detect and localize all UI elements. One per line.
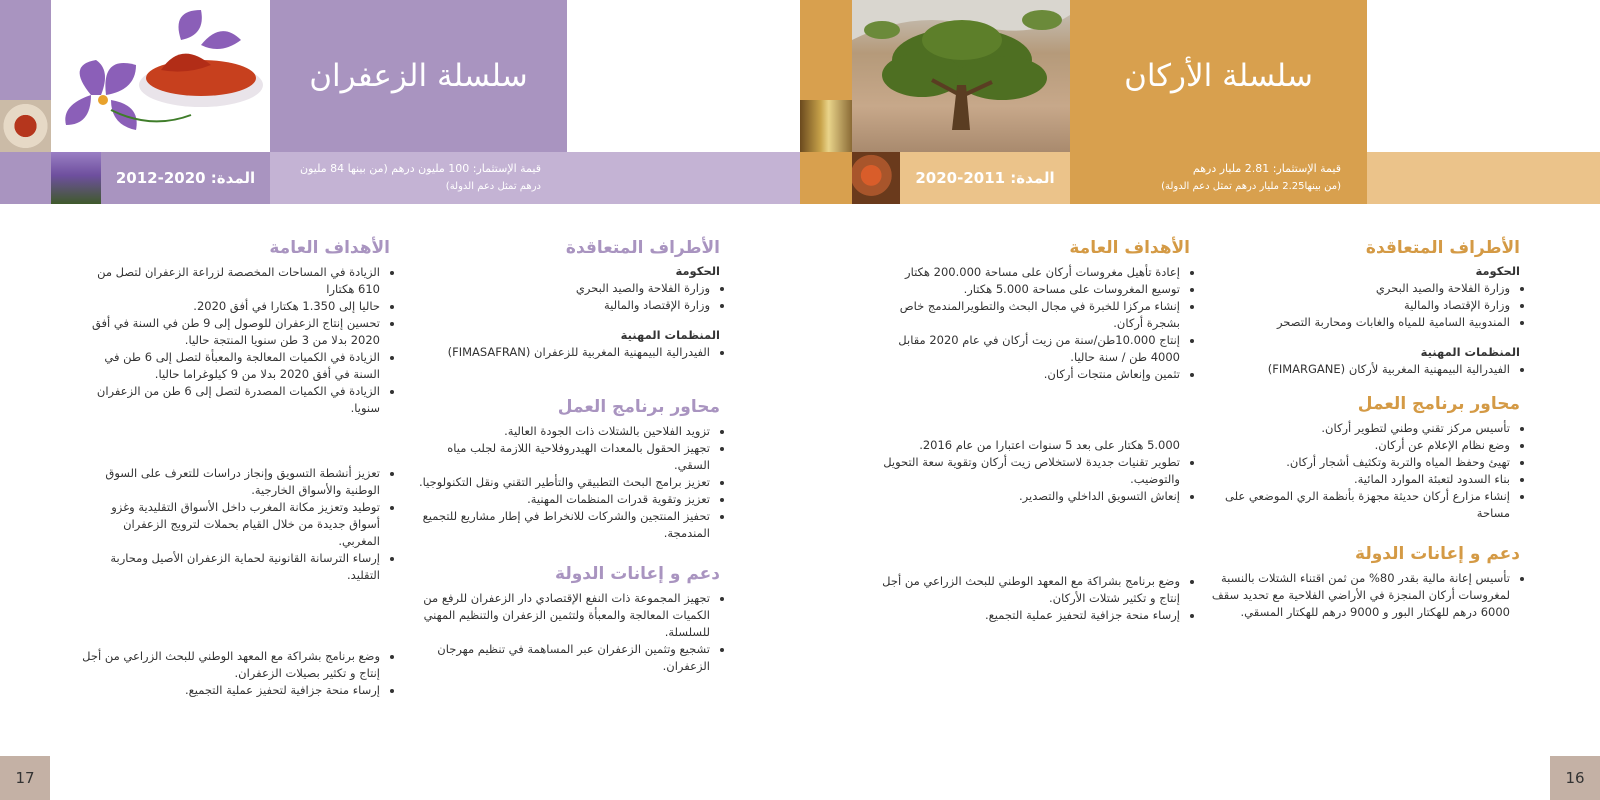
argan-investment-line1: قيمة الإستثمار: 2.81 مليار درهم — [1192, 162, 1341, 175]
list-item: • وزارة الإقتصاد والمالية — [1208, 297, 1510, 314]
argan-title: سلسلة الأركان — [1124, 58, 1313, 94]
list-item: • وضع نظام الإعلام عن أركان. — [1208, 437, 1510, 454]
saffron-support-heading: دعم و إعانات الدولة — [555, 564, 720, 584]
saffron-support-list — [408, 590, 720, 675]
saffron-period: المدة: 2020-2012 — [115, 169, 256, 187]
saffron-program-heading: محاور برنامج العمل — [557, 397, 720, 417]
argan-org-label: المنظمات المهنية — [1420, 345, 1520, 359]
list-item: • تحسين إنتاج الزعفران للوصول إلى 9 طن في السنة في أفق 2020 بدلا من 3 طن سنويا المنتجة حاليا. — [78, 315, 380, 349]
list-item: • تعزيز أنشطة التسويق وإنجاز دراسات للتعرف على السوق الوطنية والأسواق الخارجية. — [78, 465, 380, 499]
saffron-period-box — [101, 152, 270, 204]
saffron-field-thumbnail — [51, 152, 101, 204]
saffron-header — [0, 0, 800, 204]
saffron-gov-list — [408, 280, 720, 314]
page-number-left: 17 — [0, 756, 50, 800]
list-item: • الزيادة في الكميات المصدرة لتصل إلى 6 طن من الزعفران سنويا. — [78, 383, 380, 417]
argan-program-list-continued — [868, 454, 1190, 505]
argan-goals-list — [868, 264, 1190, 383]
list-item: • تعزيز برامج البحث التطبيقي والتأطير التقني ونقل التكنولوجيا. — [408, 474, 710, 491]
argan-period-box — [900, 152, 1070, 204]
argan-investment — [1071, 160, 1341, 196]
argan-investment-box — [1070, 152, 1367, 204]
list-item: • تحفيز المنتجين والشركات للانخراط في إطار مشاريع للتجميع المندمجة. — [408, 508, 710, 542]
list-item: • إعادة تأهيل مغروسات أركان على مساحة 200.000 هكتار — [868, 264, 1180, 281]
list-item: • تجهيز الحقول بالمعدات الهيدروفلاحية اللازمة لجلب مياه السقي. — [408, 440, 710, 474]
argan-info-left-edge — [800, 152, 852, 204]
list-item: • توسيع المغروسات على مساحة 5.000 هكتار. — [868, 281, 1180, 298]
list-item: • تجهيز المجموعة ذات النفع الإقتصادي دار الزعفران للرفع من الكميات المعالجة والمعبأة ولتثمين الزعفران والتنظيم المهني للسلسلة. — [408, 590, 710, 641]
saffron-program-list — [408, 423, 720, 542]
list-item: • إرساء منحة جزافية لتحفيز عملية التجميع. — [78, 682, 380, 699]
list-item: • وزارة الفلاحة والصيد البحري — [408, 280, 710, 297]
argan-title-box — [1070, 0, 1367, 152]
saffron-program-list-continued — [78, 465, 390, 584]
list-item: • وضع برنامج بشراكة مع المعهد الوطني للبحث الزراعي من أجل إنتاج و تكثير شتلات الأركان. — [868, 573, 1180, 607]
argan-program-list — [1208, 420, 1520, 522]
argan-oil-thumbnail — [800, 100, 852, 152]
argan-parties-heading: الأطراف المتعاقدة — [1365, 238, 1520, 258]
saffron-parties-heading: الأطراف المتعاقدة — [565, 238, 720, 258]
argan-investment-line2: (من بينها2.25 مليار درهم تمثل دعم الدولة) — [1161, 181, 1341, 192]
list-item: • توطيد وتعزيز مكانة المغرب داخل الأسواق التقليدية وغزو أسواق جديدة من خلال القيام بحملات لترويج الزعفران المغربي. — [78, 499, 380, 550]
saffron-goals-heading: الأهداف العامة — [269, 238, 390, 258]
argan-info-right-fill — [1367, 152, 1600, 204]
list-item: • تأسيس إعانة مالية بقدر 80% من ثمن اقتناء الشتلات بالنسبة لمغروسات أركان المنجزة في الأراضي الفلاحية مع تحديد سقف 6000 درهم للهكتار البور و 9000 درهم للهكتار المسقي. — [1208, 570, 1510, 621]
list-item: • الفيدرالية البيمهنية المغربية لأركان (FIMARGANE) — [1208, 361, 1510, 378]
argan-nuts-thumbnail — [852, 152, 900, 204]
argan-gov-label: الحكومة — [1475, 264, 1520, 278]
list-item: • إنشاء مركزا للخبرة في مجال البحث والتطويرالمندمج خاص بشجرة أركان. — [868, 298, 1180, 332]
list-item: • وزارة الفلاحة والصيد البحري — [1208, 280, 1510, 297]
saffron-investment — [271, 160, 541, 196]
saffron-investment-line1: قيمة الإستثمار: 100 مليون درهم (من بينها 84 مليون — [300, 162, 541, 175]
list-item: • الزيادة في الكميات المعالجة والمعبأة لتصل إلى 6 طن في السنة في أفق 2020 بدلا من 9 كيلوغراما حاليا. — [78, 349, 380, 383]
list-item: • بناء السدود لتعبئة الموارد المائية. — [1208, 471, 1510, 488]
list-item: • تزويد الفلاحين بالشتلات ذات الجودة العالية. — [408, 423, 710, 440]
saffron-title-box — [270, 0, 567, 152]
saffron-column-primary — [408, 238, 720, 675]
argan-support-list — [1208, 570, 1520, 621]
list-item: • وضع برنامج بشراكة مع المعهد الوطني للبحث الزراعي من أجل إنتاج و تكثير بصيلات الزعفران. — [78, 648, 380, 682]
saffron-investment-line2: درهم تمثل دعم الدولة) — [445, 181, 541, 192]
list-item: • تثمين وإنعاش منتجات أركان. — [868, 366, 1180, 383]
list-item: • الزيادة في المساحات المخصصة لزراعة الزعفران لتصل من 610 هكتارا — [78, 264, 380, 298]
saffron-flower-photo — [51, 0, 270, 152]
list-item: • إنعاش التسويق الداخلي والتصدير. — [868, 488, 1180, 505]
list-item: • إنشاء مزارع أركان حديثة مجهزة بأنظمة الري الموضعي على مساحة — [1208, 488, 1510, 522]
list-item: • تشجيع وتثمين الزعفران عبر المساهمة في تنظيم مهرجان الزعفران. — [408, 641, 710, 675]
saffron-support-list-continued — [78, 648, 390, 699]
saffron-info-right-fill — [567, 152, 800, 204]
argan-info-strip — [800, 152, 1600, 204]
list-item: • وزارة الإقتصاد والمالية — [408, 297, 710, 314]
argan-header — [800, 0, 1600, 204]
argan-column-secondary — [868, 238, 1190, 624]
saffron-spice-thumbnail — [0, 100, 51, 152]
saffron-org-label: المنظمات المهنية — [620, 328, 720, 342]
argan-program-heading: محاور برنامج العمل — [1357, 394, 1520, 414]
list-item: • إرساء منحة جزافية لتحفيز عملية التجميع. — [868, 607, 1180, 624]
argan-org-list — [1208, 361, 1520, 378]
argan-support-heading: دعم و إعانات الدولة — [1355, 544, 1520, 564]
list-item: • تهيئ وحفظ المياه والتربة وتكثيف أشجار أركان. — [1208, 454, 1510, 471]
list-item: • تطوير تقنيات جديدة لاستخلاص زيت أركان وتقوية سعة التحويل والتوضيب. — [868, 454, 1180, 488]
argan-period: المدة: 2011-2020 — [915, 169, 1055, 187]
argan-column-primary — [1208, 238, 1520, 621]
saffron-org-list — [408, 344, 720, 361]
page-number-right: 16 — [1550, 756, 1600, 800]
list-item: • المندوبية السامية للمياه والغابات ومحاربة التصحر — [1208, 314, 1510, 331]
saffron-column-secondary — [78, 238, 390, 699]
saffron-info-left-edge — [0, 152, 51, 204]
argan-tree-photo — [852, 0, 1070, 152]
list-item: • تأسيس مركز تقني وطني لتطوير أركان. — [1208, 420, 1510, 437]
list-item: • الفيدرالية البيمهنية المغربية للزعفران (FIMASAFRAN) — [408, 344, 710, 361]
argan-gov-list — [1208, 280, 1520, 331]
saffron-goals-list — [78, 264, 390, 417]
argan-program-continued-line: 5.000 هكتار على بعد 5 سنوات اعتبارا من عام 2016. — [919, 438, 1180, 452]
saffron-investment-box — [270, 152, 567, 204]
list-item: • إنتاج 10.000طن/سنة من زيت أركان في عام 2020 مقابل 4000 طن / سنة حاليا. — [868, 332, 1180, 366]
saffron-title: سلسلة الزعفران — [309, 58, 528, 94]
list-item: • تعزيز وتقوية قدرات المنظمات المهنية. — [408, 491, 710, 508]
saffron-gov-label: الحكومة — [675, 264, 720, 278]
argan-support-list-continued — [868, 573, 1190, 624]
list-item: • حاليا إلى 1.350 هكتارا في أفق 2020. — [78, 298, 380, 315]
saffron-info-strip — [0, 152, 800, 204]
argan-goals-heading: الأهداف العامة — [1069, 238, 1190, 258]
list-item: • إرساء الترسانة القانونية لحماية الزعفران الأصيل ومحاربة التقليد. — [78, 550, 380, 584]
